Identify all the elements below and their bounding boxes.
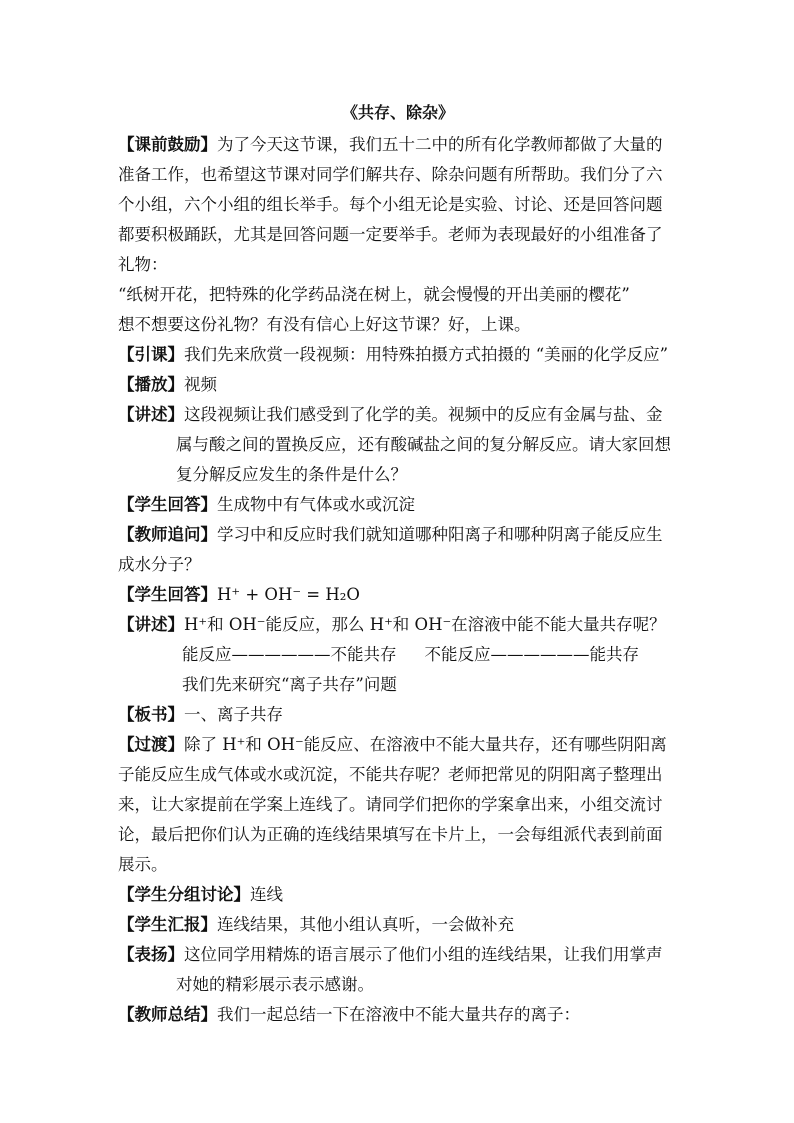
paragraph-intro: 【引课】我们先来欣赏一段视频：用特殊拍摄方式拍摄的 “美丽的化学反应” [118, 345, 669, 364]
paragraph-narration-2: 【讲述】H⁺和 OH⁻能反应，那么 H⁺和 OH⁻在溶液中能不能大量共存呢？ [118, 615, 666, 634]
paragraph-teacher-question: 【教师追问】学习中和反应时我们就知道哪种阳离子和哪种阴离子能反应生成水分子？ [118, 525, 663, 574]
paragraph-study-topic: 我们先来研究“离子共存”问题 [182, 675, 397, 694]
paragraph-student-answer-2: 【学生回答】H⁺ + OH⁻ = H₂O [118, 585, 360, 604]
paragraph-encouragement: 【课前鼓励】为了今天这节课，我们五十二中的所有化学教师都做了大量的准备工作，也希望这节课对同学们解共存、除杂问题有所帮助。我们分了六个小组，六个小组的组长举手。每个小组无论是实验、讨论、还是回答问题都要积极踊跃，尤其是回答问题一定要举手。老师为表现最好的小组准备了礼物： [118, 135, 663, 274]
document-title: 《共存、除杂》 [341, 103, 454, 122]
paragraph-student-answer-1: 【学生回答】生成物中有气体或水或沉淀 [118, 495, 415, 514]
paragraph-rule-line: 能反应——————不能共存 不能反应——————能共存 [182, 645, 639, 664]
paragraph-play: 【播放】视频 [118, 375, 217, 394]
paragraph-board: 【板书】一、离子共存 [118, 705, 283, 724]
paragraph-narration-1: 【讲述】这段视频让我们感受到了化学的美。视频中的反应有金属与盐、金属与酸之间的置换反应，还有酸碱盐之间的复分解反应。请大家回想复分解反应发生的条件是什么？ [118, 405, 671, 484]
paragraph-teacher-summary: 【教师总结】我们一起总结一下在溶液中不能大量共存的离子： [118, 1005, 580, 1024]
paragraph-question: 想不想要这份礼物？有没有信心上好这节课？好，上课。 [118, 315, 531, 334]
paragraph-group-discussion: 【学生分组讨论】连线 [118, 885, 283, 904]
paragraph-gift-quote: “纸树开花，把特殊的化学药品浇在树上，就会慢慢的开出美丽的樱花” [118, 285, 630, 304]
paragraph-praise: 【表扬】这位同学用精炼的语言展示了他们小组的连线结果，让我们用掌声对她的精彩展示表示感谢。 [118, 945, 663, 994]
paragraph-transition: 【过渡】除了 H⁺和 OH⁻能反应、在溶液中不能大量共存，还有哪些阴阳离子能反应生成气体或水或沉淀，不能共存呢？老师把常见的阴阳离子整理出来，让大家提前在学案上连线了。请同学们把你的学案拿出来，小组交流讨论，最后把你们认为正确的连线结果填写在卡片上，一会每组派代表到前面展示。 [118, 735, 667, 874]
paragraph-student-report: 【学生汇报】连线结果，其他小组认真听，一会做补充 [118, 915, 514, 934]
document-page [118, 96, 678, 1030]
